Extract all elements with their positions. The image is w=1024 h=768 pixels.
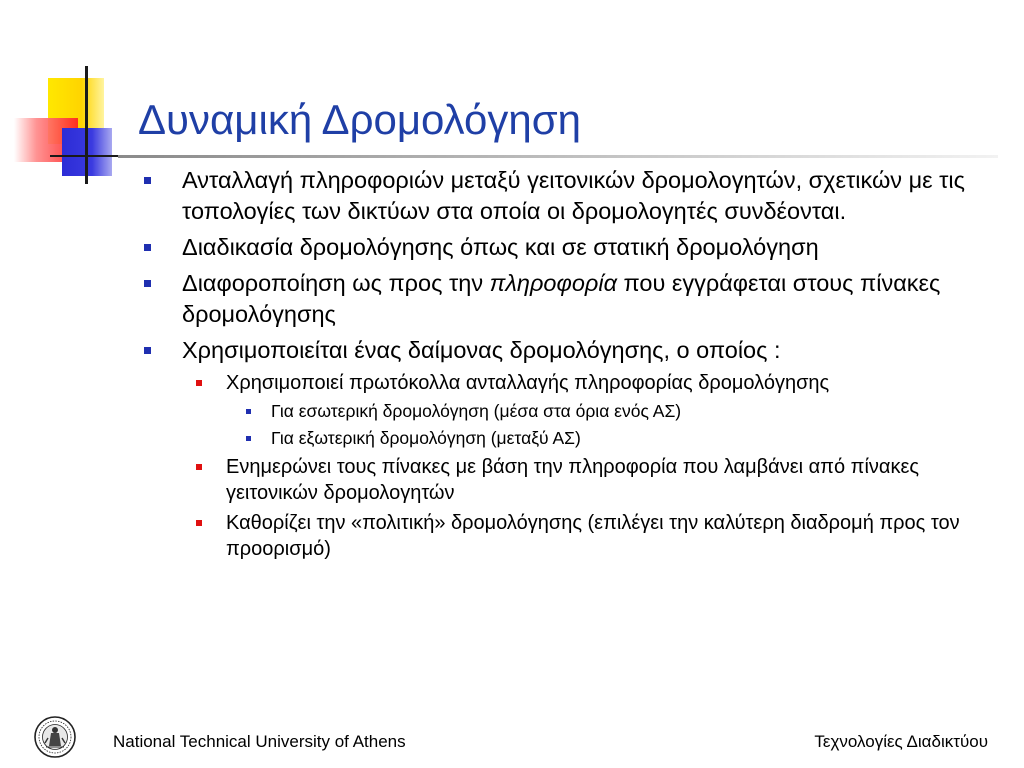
square-bullet-icon [144, 177, 151, 184]
square-bullet-icon [246, 409, 251, 414]
square-bullet-icon [196, 464, 202, 470]
decor-vertical-line [85, 66, 88, 184]
footer-institution: National Technical University of Athens [113, 732, 406, 751]
university-seal-icon [34, 716, 76, 758]
bullet-item [140, 165, 1010, 227]
decor-horizontal-line [50, 155, 120, 157]
bullet-text: Για εσωτερική δρομολόγηση (μέσα στα όρια ενός ΑΣ) [271, 401, 682, 421]
bullet-text: Ανταλλαγή πληροφοριών μεταξύ γειτονικών δρομολογητών, σχετικών με τις τοπολογίες των δικτύων στα οποία οι δρομολογητές συνδέονται. [182, 167, 965, 224]
bullet-text: Χρησιμοποιείται ένας δαίμονας δρομολόγησης, ο οποίος : [182, 337, 781, 363]
bullet-text: Ενημερώνει τους πίνακες με βάση την πληροφορία που λαμβάνει από πίνακες γειτονικών δρομολογητών [226, 456, 920, 504]
sub-bullet-item [140, 510, 1010, 562]
bullet-text: Καθορίζει την «πολιτική» δρομολόγησης (επιλέγει την καλύτερη διαδρομή προς τον προορισμό) [226, 512, 960, 560]
bullet-text-post: που εγγράφεται στους πίνακες δρομολόγησης [182, 270, 941, 327]
bullet-item [140, 232, 1010, 263]
sub-sub-bullet-item [140, 427, 1010, 450]
sub-sub-bullet-item [140, 400, 1010, 423]
bullet-text-pre: Διαφοροποίηση ως προς την [182, 270, 490, 296]
square-bullet-icon [196, 380, 202, 386]
sub-bullet-item [140, 454, 1010, 506]
bullet-item [140, 335, 1010, 366]
square-bullet-icon [196, 520, 202, 526]
bullet-text: Χρησιμοποιεί πρωτόκολλα ανταλλαγής πληροφορίας δρομολόγησης [226, 372, 830, 394]
title-underline [118, 155, 998, 158]
square-bullet-icon [144, 244, 151, 251]
bullet-list [140, 165, 1010, 562]
bullet-text: Για εξωτερική δρομολόγηση (μεταξύ ΑΣ) [271, 428, 581, 448]
bullet-text: Διαδικασία δρομολόγησης όπως και σε στατική δρομολόγηση [182, 234, 819, 260]
sub-bullet-item [140, 370, 1010, 396]
bullet-item [140, 268, 1010, 330]
slide-title: Δυναμική Δρομολόγηση [138, 96, 581, 143]
square-bullet-icon [246, 436, 251, 441]
square-bullet-icon [144, 280, 151, 287]
square-bullet-icon [144, 347, 151, 354]
bullet-text-emphasis: πληροφορία [489, 270, 617, 296]
footer-course-title: Τεχνολογίες Διαδικτύου [814, 732, 988, 751]
